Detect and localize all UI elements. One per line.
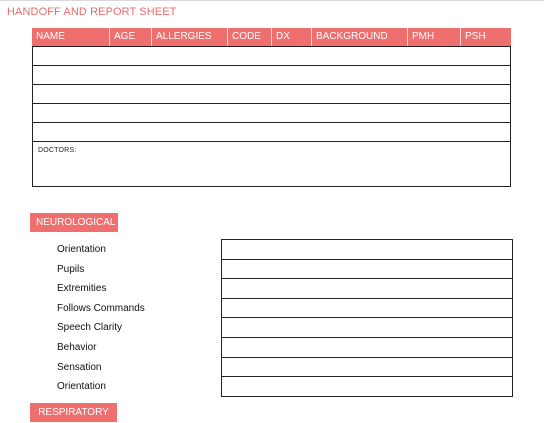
patient-row-5[interactable] <box>33 122 510 141</box>
top-divider <box>0 0 544 1</box>
neuro-label-orientation: Orientation <box>57 244 106 255</box>
neuro-label-follows-commands: Follows Commands <box>57 302 145 314</box>
column-header-pmh: PMH <box>408 28 461 46</box>
patient-row-1[interactable] <box>33 46 510 65</box>
column-header-allergies: ALLERGIES <box>152 28 228 46</box>
neuro-field-speech-clarity[interactable] <box>222 318 512 338</box>
column-header-psh: PSH <box>465 31 486 42</box>
neuro-field-extremities[interactable] <box>222 279 512 299</box>
patient-row-3[interactable] <box>33 84 510 103</box>
neuro-field-pupils[interactable] <box>222 260 512 280</box>
patient-table-header <box>32 28 511 46</box>
neuro-label-extremities: Extremities <box>57 283 107 295</box>
neuro-label-orientation-2: Orientation <box>57 381 106 393</box>
column-header-dx: DX <box>272 28 312 46</box>
neuro-label-speech-clarity: Speech Clarity <box>57 322 123 334</box>
patient-table-body <box>32 46 511 187</box>
doctors-field[interactable] <box>33 141 510 186</box>
neuro-field-orientation[interactable] <box>222 240 512 260</box>
neurological-section-tab: NEUROLOGICAL <box>30 213 118 232</box>
patient-row-2[interactable] <box>33 65 510 84</box>
doctors-label: DOCTORS: <box>38 147 77 154</box>
neurological-entry-boxes <box>221 239 513 397</box>
neuro-field-orientation-2[interactable] <box>222 377 512 397</box>
neuro-field-follows-commands[interactable] <box>222 299 512 319</box>
column-header-name: NAME <box>32 28 110 46</box>
neuro-label-sensation: Sensation <box>57 361 102 373</box>
patient-row-4[interactable] <box>33 103 510 122</box>
neurological-labels <box>57 240 145 397</box>
neuro-label-behavior: Behavior <box>57 341 97 353</box>
respiratory-section-tab: RESPIRATORY <box>30 403 117 422</box>
page-title: HANDOFF AND REPORT SHEET <box>7 6 177 18</box>
column-header-code: CODE <box>228 28 272 46</box>
neuro-field-sensation[interactable] <box>222 358 512 378</box>
neuro-field-behavior[interactable] <box>222 338 512 358</box>
column-header-background: BACKGROUND <box>312 28 408 46</box>
neuro-label-pupils: Pupils <box>57 263 85 275</box>
column-header-age: AGE <box>110 28 152 46</box>
